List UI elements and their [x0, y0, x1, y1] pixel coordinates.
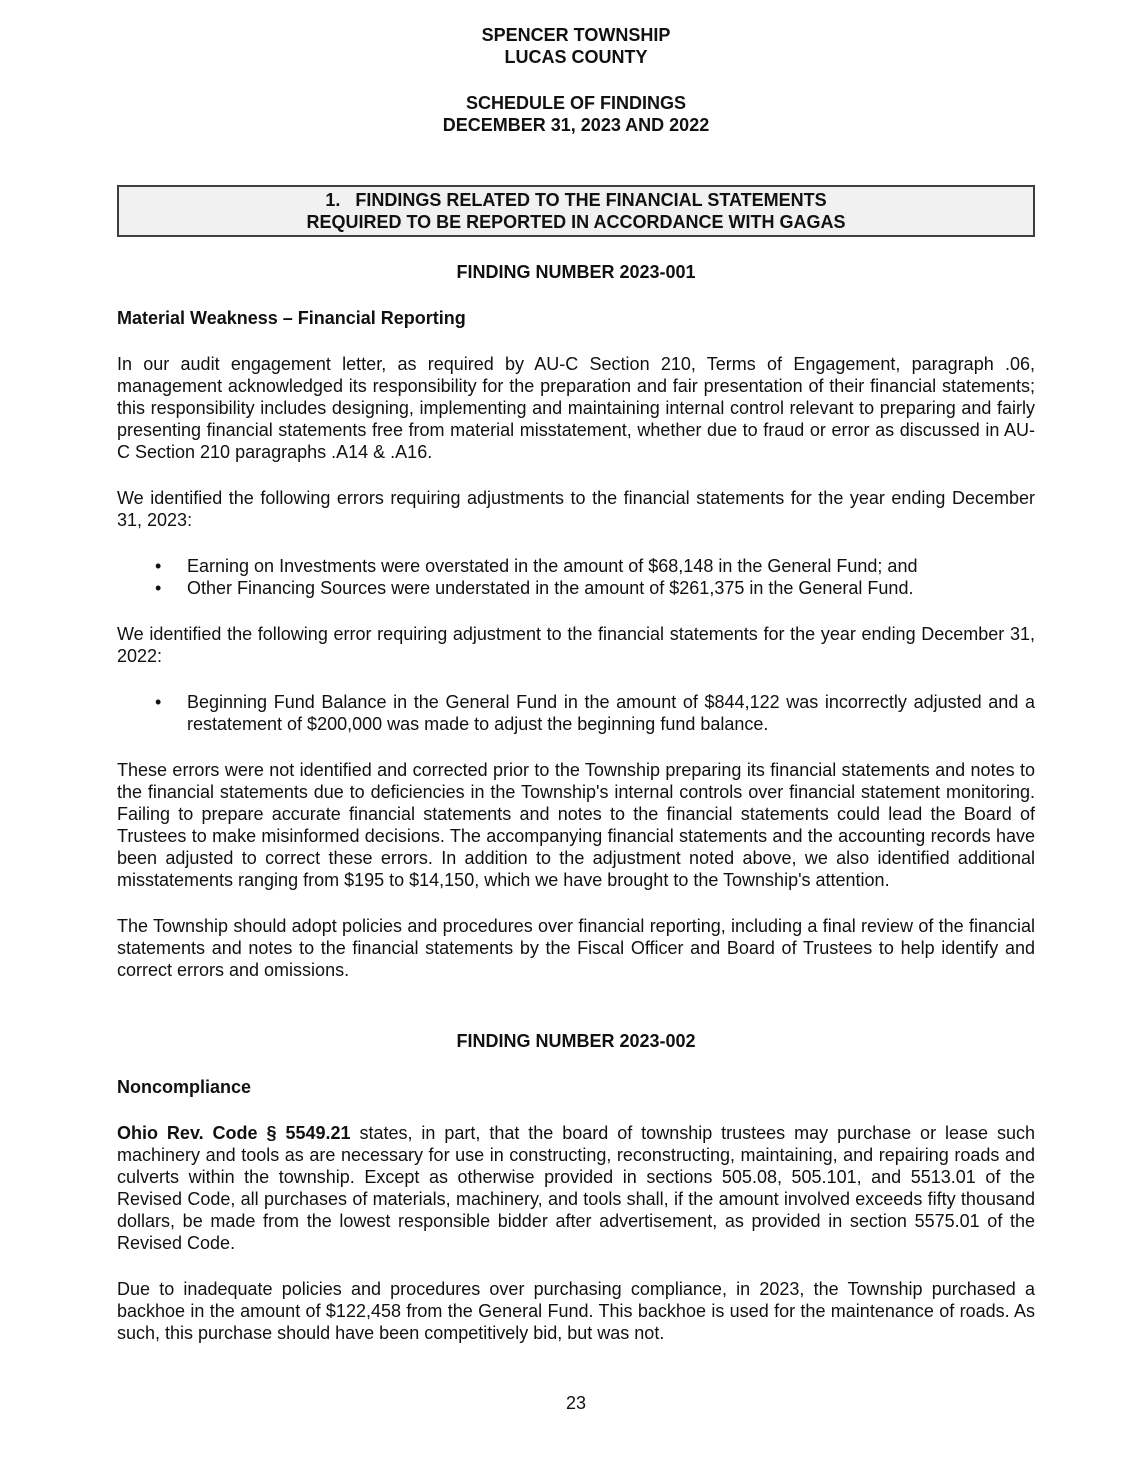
section-1-banner: [117, 185, 1035, 237]
finding-1-para-recommendation: The Township should adopt policies and procedures over financial reporting, including a final review of the financial statements and notes to the financial statements by the Fiscal Officer and Board of Trustees to help identify and correct errors and omissions.: [117, 916, 1035, 980]
bullet-text: Beginning Fund Balance in the General Fund in the amount of $844,122 was incorrectly adjusted and a restatement of $200,000 was made to adjust the beginning fund balance.: [187, 692, 1035, 734]
bullet-item: [155, 555, 1035, 577]
document-title-block: [117, 92, 1035, 136]
finding-1-subheading: Material Weakness – Financial Reporting: [117, 308, 466, 328]
doc-dates: DECEMBER 31, 2023 AND 2022: [442, 115, 710, 135]
finding-1-para-cause-effect: These errors were not identified and corrected prior to the Township preparing its financial statements and notes to the financial statements due to deficiencies in the Township's internal controls over financial statement monitoring. Failing to prepare accurate financial statements and notes to the financial statements could lead the Board of Trustees to make misinformed decisions. The accompanying financial statements and the accounting records have been adjusted to correct these errors. In addition to the adjustment noted above, we also identified additional misstatements ranging from $195 to $14,150, which we have brought to the Township's attention.: [117, 760, 1035, 890]
bullet-text: Earning on Investments were overstated in the amount of $68,148 in the General Fund; and: [187, 556, 918, 576]
county-name: LUCAS COUNTY: [504, 47, 648, 67]
org-name: SPENCER TOWNSHIP: [481, 25, 671, 45]
finding-1-heading: FINDING NUMBER 2023-001: [456, 262, 696, 282]
finding-2-criteria-citation: Ohio Rev. Code § 5549.21: [117, 1123, 351, 1143]
bullet-item: [155, 691, 1035, 735]
bullet-icon: •: [155, 556, 162, 576]
finding-1-para-error-2022: We identified the following error requiring adjustment to the financial statements for the year ending December 31, 2022:: [117, 624, 1035, 666]
page-number: 23: [565, 1393, 587, 1413]
finding-2-para-condition: Due to inadequate policies and procedures over purchasing compliance, in 2023, the Township purchased a backhoe in the amount of $122,458 from the General Fund. This backhoe is used for the maintenance of roads. As such, this purchase should have been competitively bid, but was not.: [117, 1279, 1035, 1343]
finding-1-para-engagement: In our audit engagement letter, as required by AU-C Section 210, Terms of Engagement, paragraph .06, management acknowledged its responsibility for the preparation and fair presentation of their financial statements; this responsibility includes designing, implementing and maintaining internal control relevant to preparing and fairly presenting financial statements free from material misstatement, whether due to fraud or error as discussed in AU-C Section 210 paragraphs .A14 & .A16.: [117, 354, 1035, 462]
finding-1-bullets-2023: [117, 555, 1035, 599]
section-1-banner-line2: REQUIRED TO BE REPORTED IN ACCORDANCE WITH GAGAS: [306, 212, 846, 232]
bullet-icon: •: [155, 692, 162, 712]
finding-2-subheading: Noncompliance: [117, 1077, 252, 1097]
finding-2-heading: FINDING NUMBER 2023-002: [456, 1031, 696, 1051]
bullet-item: [155, 577, 1035, 599]
bullet-text: Other Financing Sources were understated in the amount of $261,375 in the General Fund.: [187, 578, 914, 598]
bullet-icon: •: [155, 578, 162, 598]
document-header: [117, 24, 1035, 68]
section-1-banner-line1: 1. FINDINGS RELATED TO THE FINANCIAL STATEMENTS: [325, 190, 827, 210]
finding-1-bullets-2022: [117, 691, 1035, 735]
finding-2-criteria-text: states, in part, that the board of township trustees may purchase or lease such machinery and tools as are necessary for use in constructing, reconstructing, maintaining, and repairing roads and culverts within the township. Except as otherwise provided in sections 505.08, 505.101, and 5513.01 of the Revised Code, all purchases of materials, machinery, and tools shall, if the amount involved exceeds fifty thousand dollars, be made from the lowest responsible bidder after advertisement, as provided in section 5575.01 of the Revised Code.: [117, 1123, 1035, 1253]
finding-1-para-errors-2023: We identified the following errors requiring adjustments to the financial statements for the year ending December 31, 2023:: [117, 488, 1035, 530]
doc-title: SCHEDULE OF FINDINGS: [465, 93, 686, 113]
finding-2-para-criteria: [117, 1122, 1035, 1254]
